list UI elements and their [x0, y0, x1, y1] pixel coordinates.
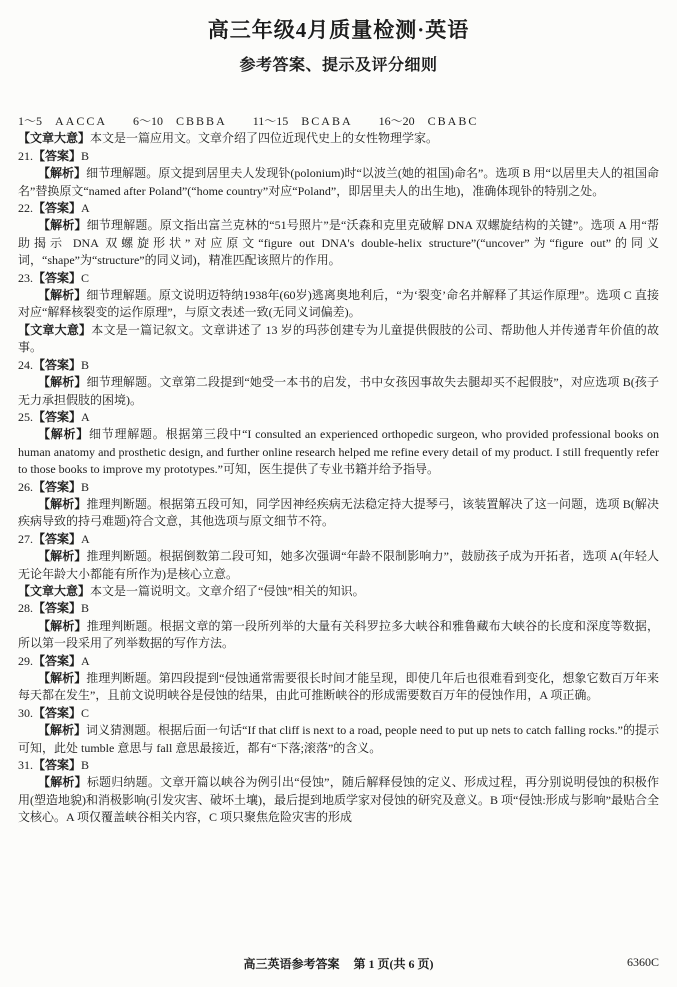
question-answer-line	[18, 270, 659, 287]
answer-letter: A	[81, 201, 90, 216]
question-number: 23.	[18, 270, 33, 285]
analysis-text: 推理判断题。根据第五段可知，同学因神经疾病无法稳定持大提琴弓，该装置解决了这一问题，选项 B(解决疾病导致的持弓难题)符合文意，其他选项与原文细节不符。	[18, 496, 659, 529]
answer-letter: B	[81, 148, 90, 163]
page-title: 高三年级4月质量检测·英语	[207, 18, 470, 42]
analysis-paragraph	[18, 670, 659, 705]
analysis-text: 细节理解题。原文说明迈特纳1938年(60岁)逃离奥地利后，“为‘裂变’命名并解释了其运作原理”。选项 C 直接对应“解释核裂变的运作原理”，与原文表述一致(无同义词偏差)。	[18, 288, 659, 320]
analysis-paragraph	[18, 618, 659, 653]
footer-code: 6360C	[626, 955, 659, 969]
analysis-text: 推理判断题。第四段提到“侵蚀通常需要很长时间才能呈现，即使几年后也很难看到变化，想象它数百万年来每天都在发生”，且前文说明峡谷是侵蚀的结果，由此可推断峡谷的形成需要数百万年的侵蚀作用，A 项正确。	[18, 671, 659, 703]
answer-letter: A	[81, 531, 90, 546]
question-number: 26.	[18, 479, 33, 494]
analysis-text: 标题归纳题。文章开篇以峡谷为例引出“侵蚀”，随后解释侵蚀的定义、形成过程，再分别说明侵蚀的积极作用(塑造地貌)和消极影响(引发灾害、破坏土壤)，最后提到地质学家对侵蚀的研究及意义。B 项“侵蚀:形成与影响”最贴合全文核心。A 项仅覆盖峡谷相关内容，C 项只聚焦危险灾害的形成	[18, 775, 659, 825]
analysis-paragraph	[18, 217, 659, 269]
question-answer-line	[18, 479, 659, 496]
analysis-label: 【解析】	[38, 427, 90, 442]
question-number: 22.	[18, 201, 33, 216]
analysis-text: 细节理解题。根据第三段中“I consulted an experienced orthopedic surgeon, who provided professional books on human anatomy and prosthetic design, and further online research helped me refine every detail of my product. I still frequently refer to those books to improve my prototypes.”可知，医生提供了专业书籍并给予指导。	[18, 427, 659, 477]
answer-letter: B	[81, 479, 90, 494]
question-number: 30.	[18, 705, 33, 720]
analysis-text: 推理判断题。根据倒数第二段可知，她多次强调“年龄不限制影响力”，鼓励孩子成为开拓者，选项 A(年轻人无论年龄大小都能有所作为)是核心立意。	[18, 549, 659, 581]
question-answer-line	[18, 757, 659, 774]
document-content	[18, 113, 659, 827]
question-answer-line	[18, 200, 659, 217]
question-answer-line	[18, 600, 659, 617]
answer-label: 【答案】	[33, 270, 82, 285]
answer-label: 【答案】	[33, 479, 82, 494]
objective-answers-row	[18, 113, 659, 130]
analysis-label: 【解析】	[38, 775, 87, 790]
analysis-paragraph	[18, 722, 659, 757]
analysis-label: 【解析】	[38, 549, 87, 564]
question-number: 27.	[18, 531, 33, 546]
answer-label: 【答案】	[33, 201, 82, 216]
analysis-text: 细节理解题。文章第二段提到“她受一本书的启发，书中女孩因事故失去腿却买不起假肢”，对应选项 B(孩子无力承担假肢的困境)。	[18, 375, 659, 407]
answer-letters: CBBBA	[176, 114, 227, 128]
analysis-paragraph	[18, 165, 659, 200]
answer-label: 【答案】	[33, 409, 82, 424]
analysis-label: 【解析】	[38, 723, 87, 738]
question-number: 29.	[18, 653, 33, 668]
answer-label: 【答案】	[33, 531, 82, 546]
answer-letter: A	[81, 409, 90, 424]
analysis-paragraph	[18, 496, 659, 531]
summary-label: 【文章大意】	[18, 583, 91, 598]
analysis-text: 细节理解题。原文提到居里夫人发现钋(polonium)时“以波兰(她的祖国)命名”。选项 B 用“以居里夫人的祖国命名”替换原文“named after Poland”(“home country”对应“Poland”，即居里夫人的出生地)，准确体现钋的特别之处。	[18, 166, 659, 198]
analysis-paragraph	[18, 774, 659, 826]
analysis-paragraph	[18, 548, 659, 583]
question-number: 25.	[18, 409, 33, 424]
answer-label: 【答案】	[33, 601, 82, 616]
question-answer-line	[18, 705, 659, 722]
answer-range: 1～5	[18, 114, 43, 128]
answer-letters: CBABC	[427, 114, 479, 128]
analysis-label: 【解析】	[38, 166, 87, 181]
answer-letter: B	[81, 601, 90, 616]
summary-text: 本文是一篇应用文。文章介绍了四位近现代史上的女性物理学家。	[90, 131, 439, 146]
analysis-label: 【解析】	[38, 496, 87, 511]
footer-page-label: 第 1 页(共 6 页)	[353, 957, 434, 971]
answer-letter: B	[81, 357, 90, 372]
answer-range: 6～10	[133, 114, 164, 128]
answer-label: 【答案】	[33, 357, 82, 372]
analysis-label: 【解析】	[38, 288, 87, 303]
question-answer-line	[18, 409, 659, 426]
answer-range: 11～15	[252, 114, 289, 128]
analysis-label: 【解析】	[38, 375, 87, 390]
analysis-paragraph	[18, 426, 659, 478]
answer-label: 【答案】	[33, 758, 82, 773]
question-number: 21.	[18, 148, 33, 163]
question-number: 24.	[18, 357, 33, 372]
summary-label: 【文章大意】	[18, 322, 92, 337]
question-answer-line	[18, 531, 659, 548]
footer-doc-label: 高三英语参考答案	[243, 957, 340, 971]
passage-summary	[18, 583, 659, 600]
summary-text: 本文是一篇记叙文。文章讲述了 13 岁的玛莎创建专为儿童提供假肢的公司、帮助他人并传递青年价值的故事。	[18, 322, 659, 355]
answer-label: 【答案】	[33, 705, 82, 720]
summary-text: 本文是一篇说明文。文章介绍了“侵蚀”相关的知识。	[90, 583, 365, 598]
passage-summary	[18, 322, 659, 357]
summary-label: 【文章大意】	[18, 131, 91, 146]
answer-range: 16～20	[378, 114, 415, 128]
answer-letters: BCABA	[301, 114, 353, 128]
answer-letter: C	[81, 705, 90, 720]
question-answer-line	[18, 653, 659, 670]
analysis-label: 【解析】	[38, 218, 87, 233]
analysis-text: 细节理解题。原文指出富兰克林的“51号照片”是“沃森和克里克破解 DNA 双螺旋结构的关键”。选项 A 用“帮助揭示 DNA 双螺旋形状”对应原文“figure out DNA's double-helix structure”(“uncover”为“figure out”的同义词，“shape”为“structure”的同义词)，精准匹配该照片的作用。	[18, 218, 659, 268]
answer-letter: C	[81, 270, 90, 285]
analysis-label: 【解析】	[38, 671, 87, 685]
analysis-paragraph	[18, 287, 659, 322]
passage-summary	[18, 130, 659, 147]
answer-letter: A	[81, 653, 90, 668]
page-subtitle: 参考答案、提示及评分细则	[239, 57, 438, 74]
answer-letters: AACCA	[55, 114, 108, 128]
analysis-text: 词义猜测题。根据后面一句话“If that cliff is next to a road, people need to put up nets to catch falling rocks.”的提示可知，此处 tumble 意思与 fall 意思最接近，都有“下落;滚落”的含义。	[18, 723, 659, 755]
page-footer	[18, 955, 659, 971]
answer-label: 【答案】	[33, 653, 82, 668]
answer-label: 【答案】	[33, 148, 82, 163]
answer-letter: B	[81, 758, 90, 773]
question-number: 31.	[18, 758, 33, 773]
analysis-paragraph	[18, 374, 659, 409]
analysis-text: 推理判断题。根据文章的第一段所列举的大量有关科罗拉多大峡谷和雅鲁藏布大峡谷的长度和深度等数据，所以第一段采用了列举数据的写作方法。	[18, 618, 659, 651]
analysis-label: 【解析】	[38, 618, 87, 633]
question-answer-line	[18, 148, 659, 165]
question-answer-line	[18, 357, 659, 374]
question-number: 28.	[18, 601, 33, 616]
